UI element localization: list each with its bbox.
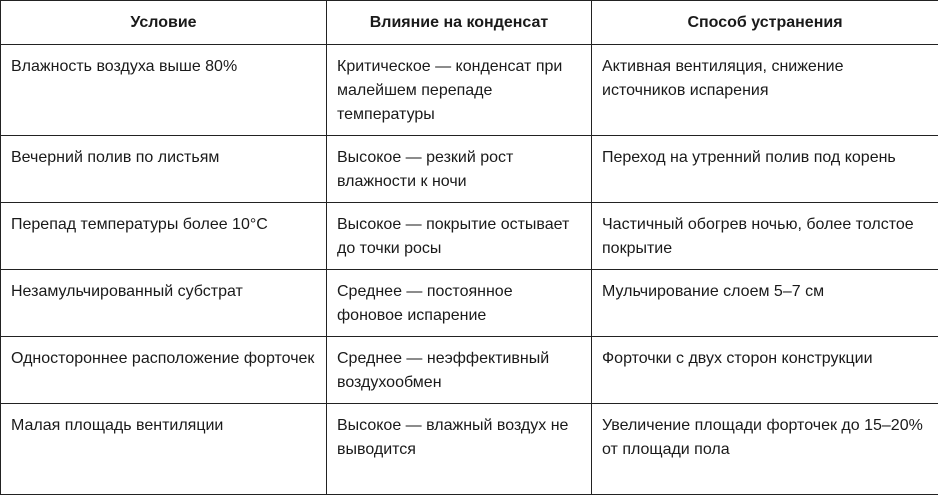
cell-remedy: Мульчирование слоем 5–7 см xyxy=(592,270,938,337)
header-remedy: Способ устранения xyxy=(592,1,938,45)
table-row xyxy=(1,203,938,270)
cell-remedy: Активная вентиляция, снижение источников испарения xyxy=(592,45,938,136)
header-condition: Условие xyxy=(1,1,327,45)
table-row xyxy=(1,136,938,203)
cell-impact: Среднее — постоянное фоновое испарение xyxy=(327,270,592,337)
cell-remedy: Форточки с двух сторон конструкции xyxy=(592,337,938,404)
cell-condition: Вечерний полив по листьям xyxy=(1,136,327,203)
cell-remedy: Увеличение площади форточек до 15–20% от площади пола xyxy=(592,404,938,495)
cell-impact: Высокое — покрытие остывает до точки росы xyxy=(327,203,592,270)
cell-condition: Перепад температуры более 10°C xyxy=(1,203,327,270)
cell-condition: Незамульчированный субстрат xyxy=(1,270,327,337)
cell-condition: Влажность воздуха выше 80% xyxy=(1,45,327,136)
table-row xyxy=(1,404,938,495)
cell-condition: Одностороннее расположение форточек xyxy=(1,337,327,404)
table-row xyxy=(1,337,938,404)
table-row xyxy=(1,270,938,337)
header-impact: Влияние на конденсат xyxy=(327,1,592,45)
cell-remedy: Частичный обогрев ночью, более толстое покрытие xyxy=(592,203,938,270)
cell-condition: Малая площадь вентиляции xyxy=(1,404,327,495)
cell-impact: Среднее — неэффективный воздухообмен xyxy=(327,337,592,404)
cell-impact: Высокое — резкий рост влажности к ночи xyxy=(327,136,592,203)
table-row xyxy=(1,45,938,136)
table-header-row xyxy=(1,1,938,45)
cell-remedy: Переход на утренний полив под корень xyxy=(592,136,938,203)
cell-impact: Высокое — влажный воздух не выводится xyxy=(327,404,592,495)
cell-impact: Критическое — конденсат при малейшем перепаде температуры xyxy=(327,45,592,136)
